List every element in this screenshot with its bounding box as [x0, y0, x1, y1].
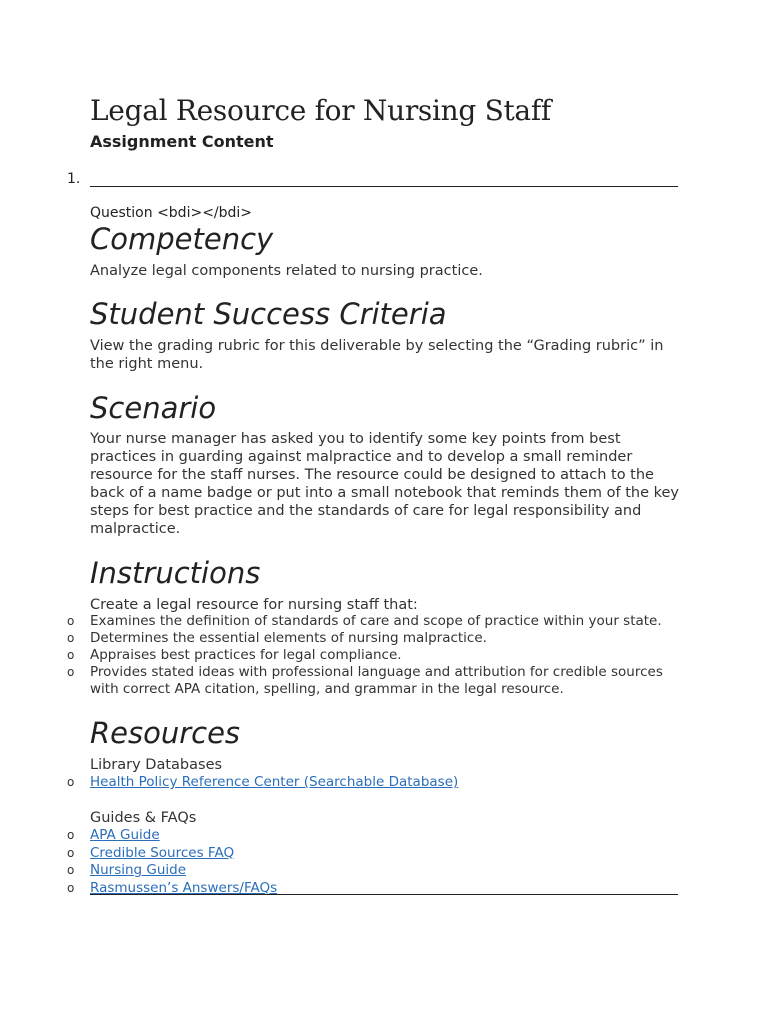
- document-title: Legal Resource for Nursing Staff: [90, 94, 551, 127]
- list-item: [0, 630, 690, 647]
- success-criteria-text: View the grading rubric for this deliverable by selecting the “Grading rubric” in the right menu.: [90, 338, 664, 372]
- scenario-heading: Scenario: [90, 391, 217, 425]
- instruction-text: Examines the definition of standards of care and scope of practice within your state.: [90, 613, 662, 629]
- bullet-marker: o: [67, 631, 75, 645]
- bullet-marker: o: [67, 828, 75, 842]
- list-item: [0, 845, 690, 863]
- bottom-divider: [90, 894, 678, 895]
- instructions-list: [0, 613, 700, 698]
- nursing-guide-link[interactable]: Nursing Guide: [90, 862, 187, 878]
- question-label: Question <bdi></bdi>: [90, 205, 253, 221]
- list-item: [0, 647, 690, 664]
- bullet-marker: o: [67, 863, 75, 877]
- health-policy-reference-link[interactable]: Health Policy Reference Center (Searchable Database): [90, 774, 459, 790]
- resources-heading: Resources: [90, 716, 241, 750]
- guides-links-list: [0, 827, 700, 897]
- instructions-heading: Instructions: [90, 556, 261, 590]
- list-number: 1.: [67, 171, 81, 187]
- success-criteria-heading: Student Success Criteria: [90, 297, 447, 331]
- list-item: [0, 827, 690, 845]
- list-item: [0, 613, 690, 630]
- library-links-list: [0, 774, 700, 792]
- assignment-content-label: Assignment Content: [90, 132, 274, 151]
- instruction-text: Provides stated ideas with professional language and attribution for credible sources with correct APA citation, spelling, and grammar in the legal resource.: [90, 664, 663, 697]
- bullet-marker: o: [67, 775, 75, 789]
- list-item: [0, 664, 690, 698]
- list-item: [0, 774, 690, 792]
- bullet-marker: o: [67, 665, 75, 679]
- bullet-marker: o: [67, 648, 75, 662]
- instructions-intro: Create a legal resource for nursing staff that:: [90, 597, 418, 613]
- instruction-text: Determines the essential elements of nursing malpractice.: [90, 630, 487, 646]
- competency-text: Analyze legal components related to nursing practice.: [90, 263, 483, 279]
- list-item: [0, 862, 690, 880]
- guides-faqs-label: Guides & FAQs: [90, 810, 197, 826]
- competency-heading: Competency: [90, 222, 274, 256]
- bullet-marker: o: [67, 880, 75, 895]
- rasmussen-answers-faqs-link[interactable]: Rasmussen’s Answers/FAQs: [90, 879, 278, 896]
- scenario-text: Your nurse manager has asked you to identify some key points from best practices in guarding against malpractice and to develop a small reminder resource for the staff nurses. The resource could be designed to attach to the back of a name badge or put into a small notebook that reminds them of the key steps for best practice and the standards of care for legal responsibility and malpractice.: [90, 431, 679, 537]
- library-databases-label: Library Databases: [90, 757, 223, 773]
- top-divider: [90, 186, 678, 187]
- bullet-marker: o: [67, 845, 75, 860]
- bullet-marker: o: [67, 614, 75, 628]
- apa-guide-link[interactable]: APA Guide: [90, 827, 160, 843]
- credible-sources-faq-link[interactable]: Credible Sources FAQ: [90, 844, 235, 861]
- instruction-text: Appraises best practices for legal compliance.: [90, 647, 402, 663]
